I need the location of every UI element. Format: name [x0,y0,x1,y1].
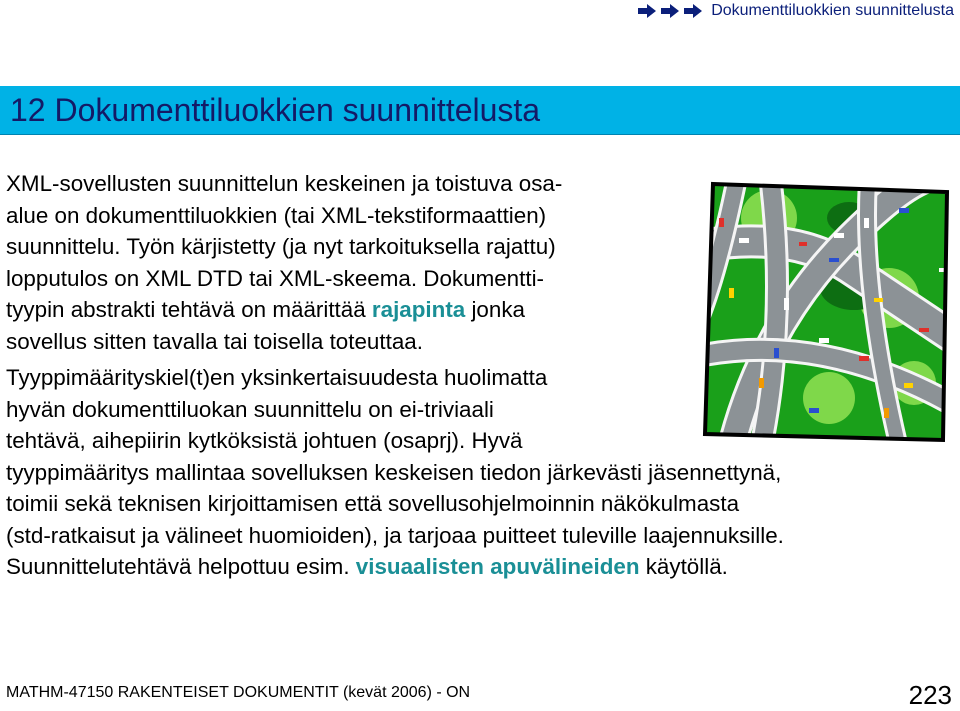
arrow-right-icon[interactable] [637,4,657,18]
text-line: XML-sovellusten suunnittelun keskeinen ja toistuva osa- [6,171,563,196]
highway-interchange-image [699,178,951,448]
text-line: suunnittelu. Työn kärjistetty (ja nyt tarkoituksella rajattu) [6,234,556,259]
header-navigation [637,2,954,20]
slide-title: 12 Dokumenttiluokkien suunnittelusta [10,92,541,128]
text-line: sovellus sitten tavalla tai toisella toteuttaa. [6,328,423,354]
title-bar [0,86,960,135]
text-fragment: Suunnittelutehtävä helpottuu esim. [6,554,356,579]
text-line: tehtävä, aihepiirin kytköksistä johtuen (osaprj). Hyvä [6,428,523,453]
course-footer: MATHM-47150 RAKENTEISET DOKUMENTIT (kevät 2006) - ON [6,684,471,701]
text-fragment: tyypin abstrakti tehtävä on määrittää [6,297,372,322]
text-line: alue on dokumenttiluokkien (tai XML-tekstiformaattien) [6,202,547,228]
text-line: toimii sekä teknisen kirjoittamisen että sovellusohjelmoinnin näkökulmasta [6,491,740,516]
nav-title-link[interactable]: Dokumenttiluokkien suunnittelusta [711,2,954,19]
highlight-rajapinta: rajapinta [371,297,466,322]
intro-paragraph [6,168,701,357]
nav-arrows [637,4,703,18]
text-line: tyyppimääritys mallintaa sovelluksen keskeisen tiedon järkevästi jäsennettynä, [6,459,782,485]
highlight-visuaalisten-apuvalineiden: visuaalisten apuvälineiden [355,554,640,579]
text-line: (std-ratkaisut ja välineet huomioiden), ja tarjoaa puitteet tuleville laajennuksille. [6,522,784,548]
arrow-right-icon[interactable] [660,4,680,18]
text-line: hyvän dokumenttiluokan suunnittelu on ei-triviaali [6,396,494,422]
arrow-right-icon[interactable] [683,4,703,18]
text-fragment: jonka [465,297,525,322]
text-line: lopputulos on XML DTD tai XML-skeema. Dokumentti- [6,265,544,291]
text-line: Tyyppimäärityskiel(t)en yksinkertaisuudesta huolimatta [6,365,548,390]
text-fragment: käytöllä. [639,554,728,579]
page-number: 223 [908,680,952,710]
